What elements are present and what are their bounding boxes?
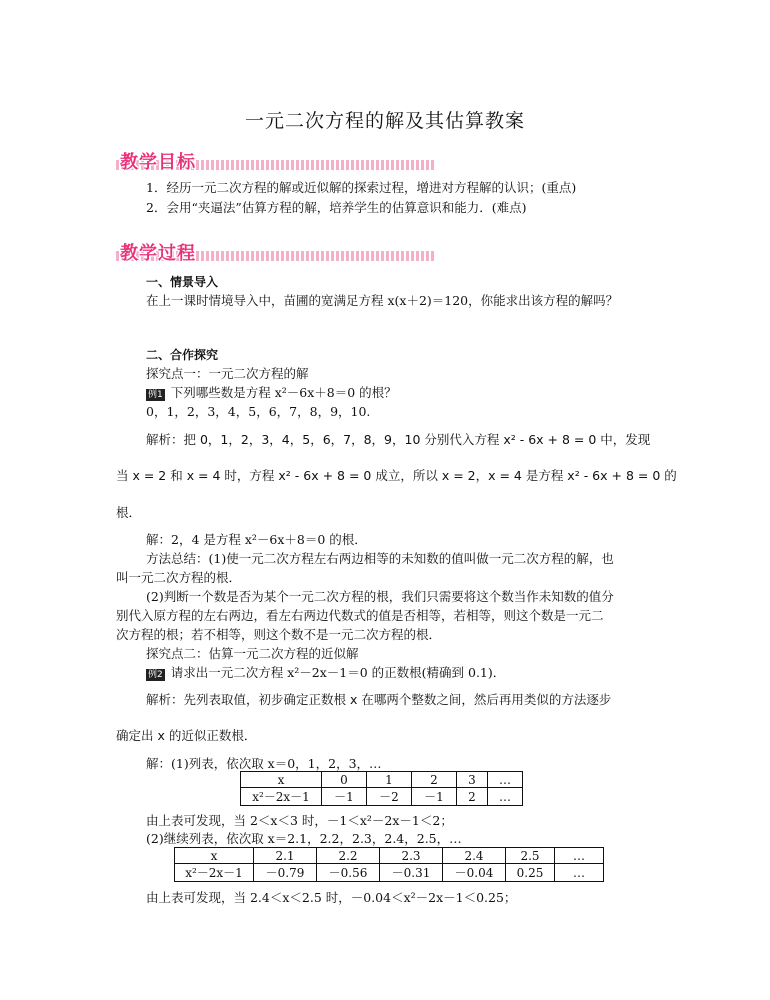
table-cell: －2 xyxy=(367,788,412,806)
table-cell: x²－2x－1 xyxy=(175,864,254,882)
section-title-goals: 教学目标 xyxy=(120,152,196,173)
table-cell: －0.56 xyxy=(317,864,380,882)
method-line-2: 叫一元二次方程的根． xyxy=(116,570,242,585)
table-row xyxy=(175,848,604,864)
table-cell: 2.2 xyxy=(317,848,380,864)
table-cell: 2.5 xyxy=(506,848,555,864)
goal-item-1: 1．经历一元二次方程的解或近似解的探索过程，增进对方程解的认识；(重点) xyxy=(146,180,577,195)
example-tag: 例1 xyxy=(148,390,163,400)
table-cell: －0.79 xyxy=(254,864,317,882)
table-cell: 2 xyxy=(457,788,488,806)
example-tag: 例2 xyxy=(148,670,163,680)
table-cell: －0.04 xyxy=(443,864,506,882)
value-table-1 xyxy=(240,771,523,806)
table-cell: 3 xyxy=(457,772,488,788)
table-cell: 2 xyxy=(412,772,457,788)
goal-item-2: 2．会用“夹逼法”估算方程的解，培养学生的估算意识和能力．(难点) xyxy=(146,200,527,215)
method-line-5: 次方程的根；若不相等，则这个数不是一元二次方程的根． xyxy=(116,627,442,642)
solution-1: 解：2，4 是方程 x²－6x＋8＝0 的根． xyxy=(146,532,367,547)
analysis-2-line-2: 确定出 x 的近似正数根． xyxy=(116,728,257,743)
table-cell: 0 xyxy=(322,772,367,788)
analysis-1-line-3: 根． xyxy=(116,505,142,520)
table-row xyxy=(241,788,523,806)
table-cell: －1 xyxy=(322,788,367,806)
heading-explore: 二、合作探究 xyxy=(146,348,219,362)
table-row xyxy=(241,772,523,788)
heading-intro: 一、情景导入 xyxy=(146,275,219,289)
example-1-text: 下列哪些数是方程 x²－6x＋8＝0 的根？ xyxy=(170,385,397,400)
example-1-numbers: 0，1，2，3，4，5，6，7，8，9，10. xyxy=(146,404,371,419)
result-1: 由上表可发现，当 2＜x＜3 时，－1＜x²－2x－1＜2； xyxy=(146,813,453,828)
intro-text: 在上一课时情境导入中，苗圃的宽满足方程 x(x＋2)＝120，你能求出该方程的解吗？ xyxy=(146,293,619,308)
method-line-4: 别代入原方程的左右两边，看左右两边代数式的值是否相等，若相等，则这个数是一元二 xyxy=(116,608,604,623)
table-row xyxy=(175,864,604,882)
table-cell: －1 xyxy=(412,788,457,806)
page-title: 一元二次方程的解及其估算教案 xyxy=(244,110,525,132)
table-cell: … xyxy=(555,864,604,882)
section-banner-goals xyxy=(116,150,434,172)
table-cell: －0.31 xyxy=(380,864,443,882)
analysis-2-line-1: 解析：先列表取值，初步确定正数根 x 在哪两个整数之间，然后再用类似的方法逐步 xyxy=(146,692,612,707)
example-2 xyxy=(146,663,505,681)
table-cell: x²－2x－1 xyxy=(241,788,322,806)
section-title-process: 教学过程 xyxy=(120,243,196,264)
explore-point-1: 探究点一：一元二次方程的解 xyxy=(146,366,309,381)
table-cell: x xyxy=(175,848,254,864)
table-cell: 1 xyxy=(367,772,412,788)
table-cell: x xyxy=(241,772,322,788)
example-2-text: 请求出一元二次方程 x²－2x－1＝0 的正数根(精确到 0.1)． xyxy=(170,665,506,680)
table-cell: 2.1 xyxy=(254,848,317,864)
analysis-1-line-2: 当 x = 2 和 x = 4 时，方程 x² - 6x + 8 = 0 成立，所以 x = 2，x = 4 是方程 x² - 6x + 8 = 0 的 xyxy=(116,468,677,483)
explore-point-2: 探究点二：估算一元二次方程的近似解 xyxy=(146,646,359,661)
result-2: 由上表可发现，当 2.4＜x＜2.5 时，－0.04＜x²－2x－1＜0.25； xyxy=(146,890,517,905)
table-cell: … xyxy=(488,788,523,806)
table-cell: 2.4 xyxy=(443,848,506,864)
value-table-2 xyxy=(174,847,604,882)
table-cell: 2.3 xyxy=(380,848,443,864)
table-cell: … xyxy=(555,848,604,864)
table-cell: … xyxy=(488,772,523,788)
section-banner-process xyxy=(116,241,434,263)
solution-2-line-1: 解：(1)列表，依次取 x＝0，1，2，3，… xyxy=(146,756,382,771)
method-line-1: 方法总结：(1)使一元二次方程左右两边相等的未知数的值叫做一元二次方程的解，也 xyxy=(146,551,614,566)
analysis-1-line-1: 解析：把 0，1，2，3，4，5，6，7，8，9，10 分别代入方程 x² - 6x + 8 = 0 中，发现 xyxy=(146,432,651,447)
method-line-3: (2)判断一个数是否为某个一元二次方程的根，我们只需要将这个数当作未知数的值分 xyxy=(146,589,614,604)
table-cell: 0.25 xyxy=(506,864,555,882)
solution-2-line-2: (2)继续列表，依次取 x＝2.1，2.2，2.3，2.4，2.5，… xyxy=(146,831,462,846)
example-1 xyxy=(146,383,397,401)
